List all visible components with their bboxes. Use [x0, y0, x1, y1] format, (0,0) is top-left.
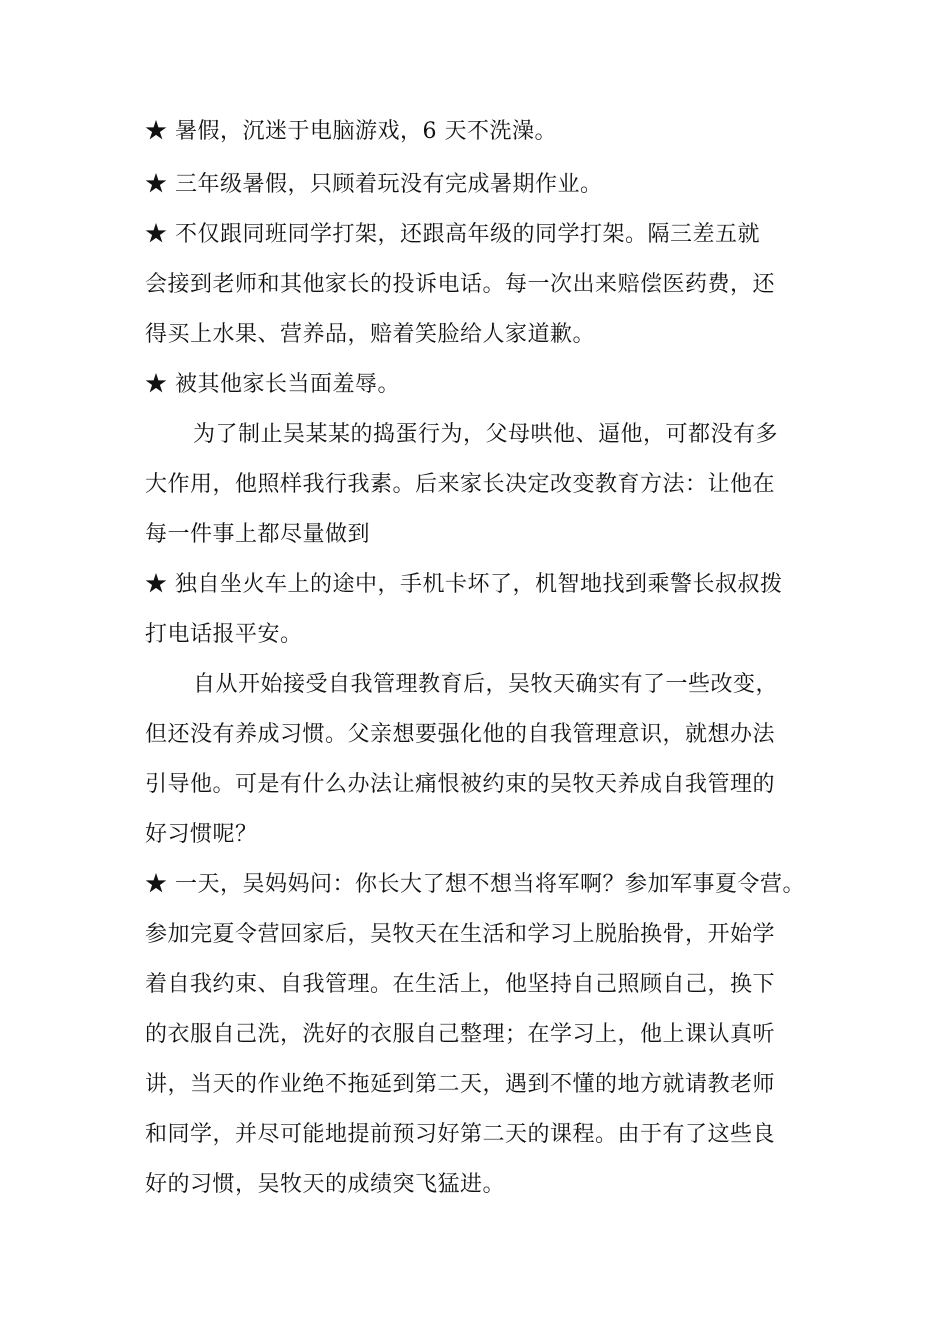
text-line: 得买上水果、营养品，赔着笑脸给人家道歉。	[145, 322, 596, 347]
paragraph-start-line: 为了制止吴某某的捣蛋行为，父母哄他、逼他，可都没有多	[193, 422, 779, 447]
bullet-line-summer-games: ★ 暑假，沉迷于电脑游戏，6 天不洗澡。	[145, 119, 557, 144]
text-line: 好的习惯，吴牧天的成绩突飞猛进。	[145, 1172, 506, 1197]
text-line: 每一件事上都尽量做到	[145, 522, 371, 547]
bullet-line-summer-camp: ★ 一天，吴妈妈问：你长大了想不想当将军啊？参加军事夏令营。	[145, 872, 805, 897]
paragraph-start-line: 自从开始接受自我管理教育后，吴牧天确实有了一些改变，	[193, 672, 779, 697]
text-line: 的衣服自己洗，洗好的衣服自己整理；在学习上，他上课认真听	[145, 1022, 776, 1047]
text-line: 打电话报平安。	[145, 622, 303, 647]
text-line: 着自我约束、自我管理。在生活上，他坚持自己照顾自己，换下	[145, 972, 776, 997]
text-line: 大作用，他照样我行我素。后来家长决定改变教育方法：让他在	[145, 472, 776, 497]
text-line: 和同学，并尽可能地提前预习好第二天的课程。由于有了这些良	[145, 1122, 776, 1147]
text-line: 讲，当天的作业绝不拖延到第二天，遇到不懂的地方就请教老师	[145, 1072, 776, 1097]
bullet-line-fighting: ★ 不仅跟同班同学打架，还跟高年级的同学打架。隔三差五就	[145, 222, 760, 247]
text-line: 但还没有养成习惯。父亲想要强化他的自我管理意识，就想办法	[145, 722, 776, 747]
text-line: 会接到老师和其他家长的投诉电话。每一次出来赔偿医药费，还	[145, 272, 776, 297]
text-line: 参加完夏令营回家后，吴牧天在生活和学习上脱胎换骨，开始学	[145, 922, 776, 947]
bullet-line-homework: ★ 三年级暑假，只顾着玩没有完成暑期作业。	[145, 172, 603, 197]
text-line: 好习惯呢？	[145, 822, 258, 847]
text-line: 引导他。可是有什么办法让痛恨被约束的吴牧天养成自我管理的	[145, 772, 776, 797]
bullet-line-humiliated: ★ 被其他家长当面羞辱。	[145, 372, 400, 397]
bullet-line-train: ★ 独自坐火车上的途中，手机卡坏了，机智地找到乘警长叔叔拨	[145, 572, 783, 597]
